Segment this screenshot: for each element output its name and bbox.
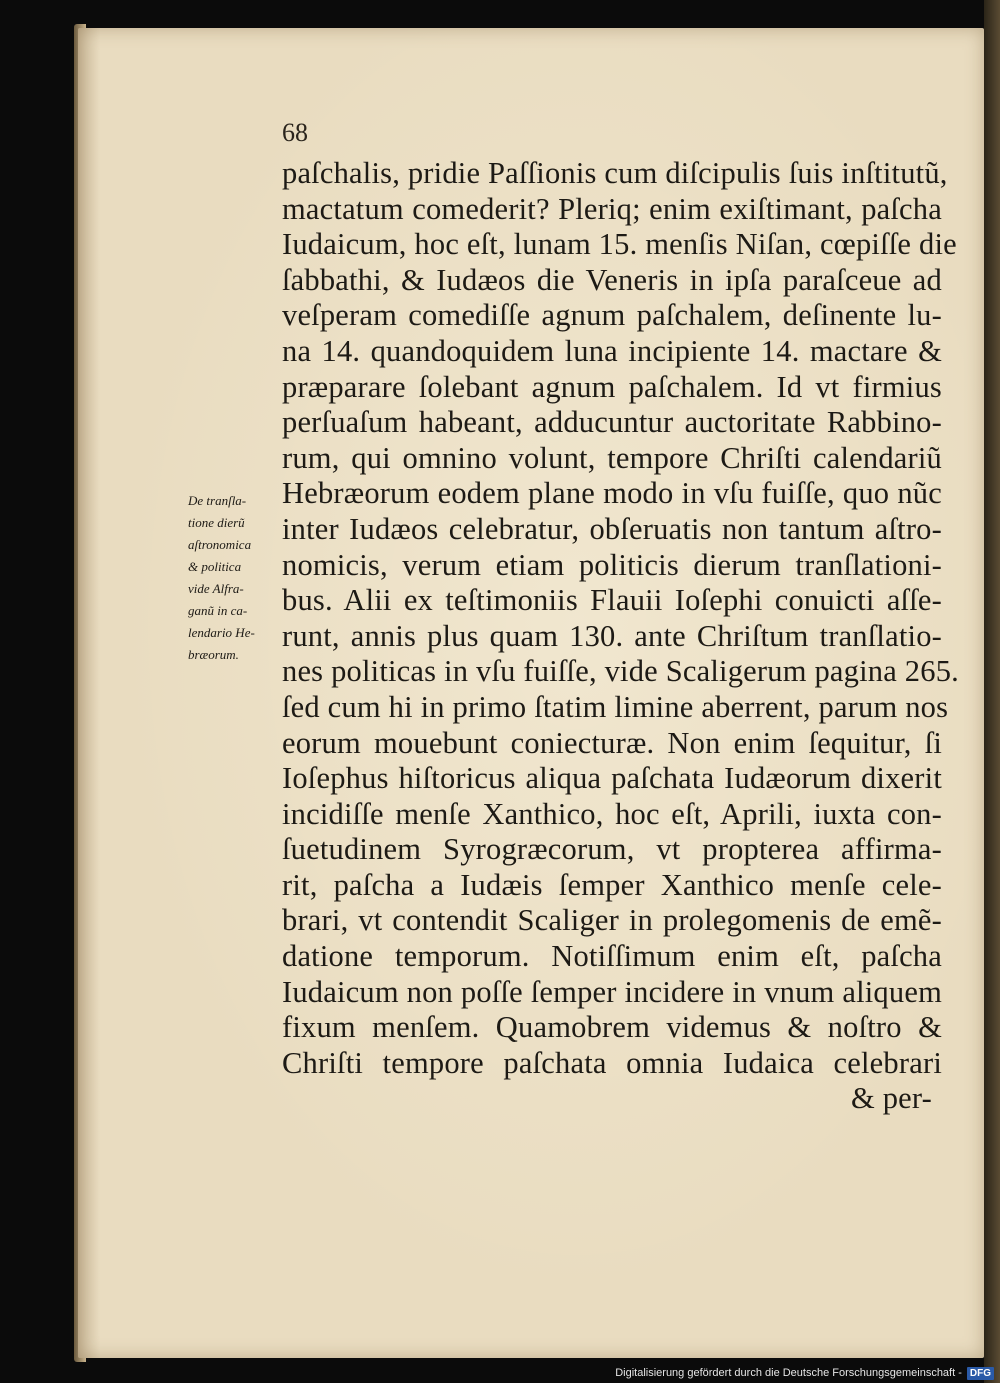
text-line: incidiſſe menſe Xanthico, hoc eſt, Aprili, iuxta con- [282, 796, 942, 831]
margin-note [188, 490, 288, 666]
text-line: na 14. quandoquidem luna incipiente 14. mactare & [282, 333, 942, 368]
funding-credit-text: Digitalisierung gefördert durch die Deutsche Forschungsgemeinschaft - [615, 1367, 962, 1379]
text-line: præparare ſolebant agnum paſchalem. Id vt firmius [282, 369, 942, 404]
page-number: 68 [282, 118, 308, 147]
text-line: inter Iudæos celebratur, obſeruatis non tantum aſtro- [282, 511, 942, 546]
body-text [282, 156, 959, 1117]
funding-footer [600, 1363, 1000, 1383]
book-spine-edge [984, 0, 1000, 1383]
text-line: datione temporum. Notiſſimum enim eſt, paſcha [282, 939, 942, 974]
text-line: brari, vt contendit Scaliger in prolegomenis de emẽ- [282, 903, 942, 938]
text-line: fixum menſem. Quamobrem videmus & noſtro & [282, 1010, 942, 1045]
margin-note-line: & politica [188, 559, 242, 574]
text-line: ſuetudinem Syrogræcorum, vt propterea affirma- [282, 832, 942, 867]
text-line: mactatum comederit? Pleriq; enim exiſtimant, paſcha [282, 191, 942, 226]
text-line: perſuaſum habeant, adducuntur auctoritate Rabbino- [282, 405, 942, 440]
text-line: Chriſti tempore paſchata omnia Iudaica celebrari [282, 1045, 942, 1080]
margin-note-line: ganũ in ca- [188, 603, 248, 618]
text-line: runt, annis plus quam 130. ante Chriſtum tranſlatio- [282, 618, 942, 653]
text-line: eorum mouebunt coniecturæ. Non enim ſequitur, ſi [282, 725, 942, 760]
margin-note-line: vide Alfra- [188, 581, 244, 596]
margin-note-line: bræorum. [188, 647, 239, 662]
dfg-logo-icon: DFG [967, 1367, 994, 1380]
catchword: & per- [850, 1081, 932, 1116]
margin-note-line: De tranſla- [188, 493, 247, 508]
text-line: rum, qui omnino volunt, tempore Chriſti calendariũ [282, 440, 942, 475]
text-line: Hebræorum eodem plane modo in vſu fuiſſe, quo nũc [282, 476, 942, 511]
margin-note-line: tione dierũ [188, 515, 245, 530]
text-line: paſchalis, pridie Paſſionis cum diſcipulis ſuis inſtitutũ, [282, 156, 948, 190]
text-line: Iudaicum, hoc eſt, lunam 15. menſis Niſan, cœpiſſe die [282, 227, 957, 262]
text-line: veſperam comediſſe agnum paſchalem, deſinente lu- [282, 298, 942, 333]
text-line: nes politicas in vſu fuiſſe, vide Scaligerum pagina 265. [282, 654, 959, 689]
text-line: Iudaicum non poſſe ſemper incidere in vnum aliquem [282, 974, 942, 1009]
text-line: rit, paſcha a Iudæis ſemper Xanthico menſe cele- [282, 867, 942, 902]
margin-note-line: lendario He- [188, 625, 255, 640]
text-line: ſabbathi, & Iudæos die Veneris in ipſa paraſceue ad [282, 262, 942, 297]
text-line: Ioſephus hiſtoricus aliqua paſchata Iudæorum dixerit [282, 761, 942, 796]
margin-note-line: aſtronomica [188, 537, 252, 552]
text-line: ſed cum hi in primo ſtatim limine aberrent, parum nos [282, 689, 949, 724]
text-line: nomicis, verum etiam politicis dierum tranſlationi- [282, 547, 942, 582]
text-line: bus. Alii ex teſtimoniis Flauii Ioſephi conuicti aſſe- [282, 583, 942, 618]
